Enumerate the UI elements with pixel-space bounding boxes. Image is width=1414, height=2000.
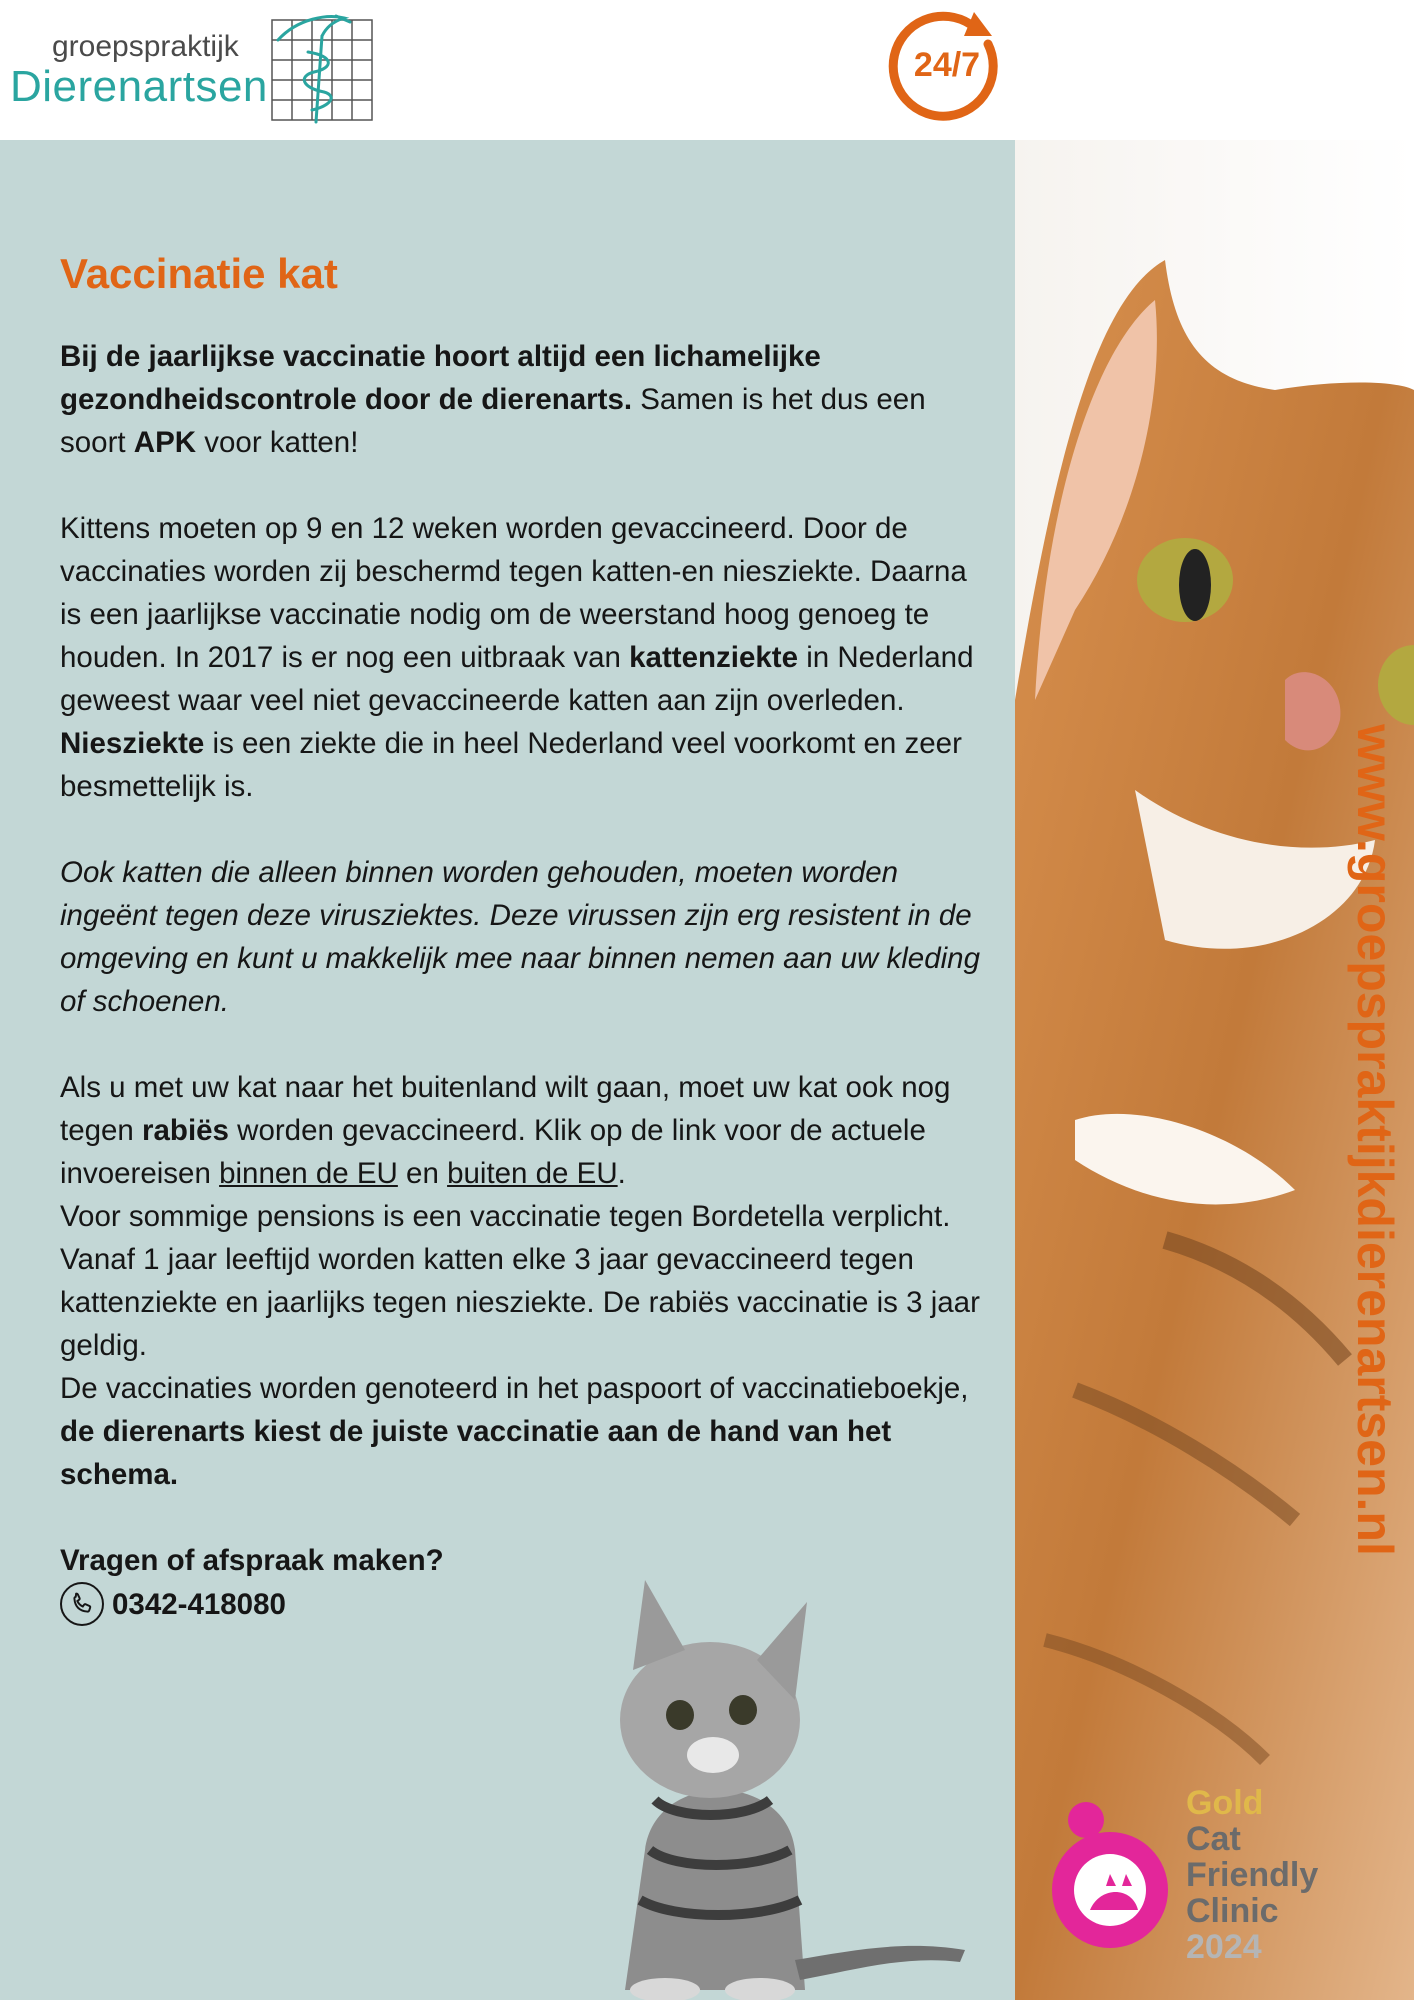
schedule-text: Vanaf 1 jaar leeftijd worden katten elke 3 jaar gevaccineerd tegen kattenziekte en jaarlijks tegen niesziekte. De rabiës vaccinatie is 3 jaar geldig. [60, 1243, 980, 1362]
intro-text-end: voor katten! [196, 426, 359, 459]
phone-icon [60, 1582, 104, 1626]
award-gold: Gold [1186, 1784, 1264, 1822]
travel-text: Als u met uw kat naar het buitenland wilt gaan, moet uw kat ook nog tegen [60, 1071, 951, 1147]
logo-line-2: Dierenartsen [10, 62, 268, 111]
header [0, 0, 1015, 140]
niesziekte-bold: Niesziekte [60, 727, 205, 760]
kittens-text-2: in Nederland geweest waar veel niet gevaccineerde katten aan zijn overleden. [60, 641, 974, 717]
kittens-paragraph [60, 507, 980, 808]
article-body [60, 335, 980, 1626]
apk-bold: APK [133, 426, 197, 459]
intro-text: Samen is het dus een soort [60, 383, 926, 459]
award-year: 2024 [1186, 1928, 1262, 1966]
travel-paragraph [60, 1066, 980, 1496]
travel-text-2: worden gevaccineerd. Klik op de link voor de actuele invoereisen [60, 1114, 926, 1190]
kattenziekte-bold: kattenziekte [629, 641, 799, 674]
contact-question: Vragen of afspraak maken? [60, 1544, 444, 1577]
link-binnen-eu[interactable]: binnen de EU [219, 1157, 398, 1190]
travel-text-3: en [397, 1157, 448, 1190]
niesziekte-text: is een ziekte die in heel Nederland veel voorkomt en zeer besmettelijk is. [60, 727, 962, 803]
kittens-text: Kittens moeten op 9 en 12 weken worden gevaccineerd. Door de vaccinaties worden zij beschermd tegen katten-en niesziekte. Daarna is een jaarlijkse vaccinatie nodig om de weerstand hoog genoeg te houden. In 2017 is er nog een uitbraak van [60, 512, 967, 674]
24-7-label: 24/7 [913, 46, 981, 84]
award-text [1186, 1785, 1318, 1965]
travel-text-4: . [617, 1157, 626, 1190]
logo-line-1: groepspraktijk [52, 30, 239, 63]
intro-paragraph [60, 335, 980, 464]
intro-bold: Bij de jaarlijkse vaccinatie hoort altijd een lichamelijke gezondheidscontrole door de dierenarts. [60, 340, 821, 416]
cat-friendly-clinic-logo [1040, 1790, 1180, 1960]
content-panel [0, 140, 1015, 2000]
rabies-bold: rabiës [142, 1114, 229, 1147]
page-title: Vaccinatie kat [60, 250, 338, 297]
bordetella-text: Voor sommige pensions is een vaccinatie tegen Bordetella verplicht. [60, 1200, 951, 1233]
caduceus-grid-icon [268, 12, 374, 124]
schedule-bold: de dierenarts kiest de juiste vaccinatie aan de hand van het schema. [60, 1415, 892, 1491]
website-url-text[interactable]: www.groepspraktijkdierenartsen.nl [1347, 724, 1403, 1556]
award-line-3: Clinic [1186, 1892, 1279, 1930]
passport-text: De vaccinaties worden genoteerd in het paspoort of vaccinatieboekje, [60, 1372, 969, 1405]
award-line-1: Cat [1186, 1820, 1241, 1858]
link-buiten-eu[interactable]: buiten de EU [447, 1157, 618, 1190]
award-line-2: Friendly [1186, 1856, 1319, 1894]
indoor-cats-paragraph: Ook katten die alleen binnen worden gehouden, moeten worden ingeënt tegen deze virusziektes. Deze virussen zijn erg resistent in de omgeving en kunt u makkelijk mee naar binnen nemen aan uw kleding of schoenen. [60, 856, 980, 1018]
phone-number[interactable]: 0342-418080 [112, 1587, 286, 1621]
kitten-illustration [545, 1550, 965, 2000]
24-7-badge [888, 6, 1010, 128]
